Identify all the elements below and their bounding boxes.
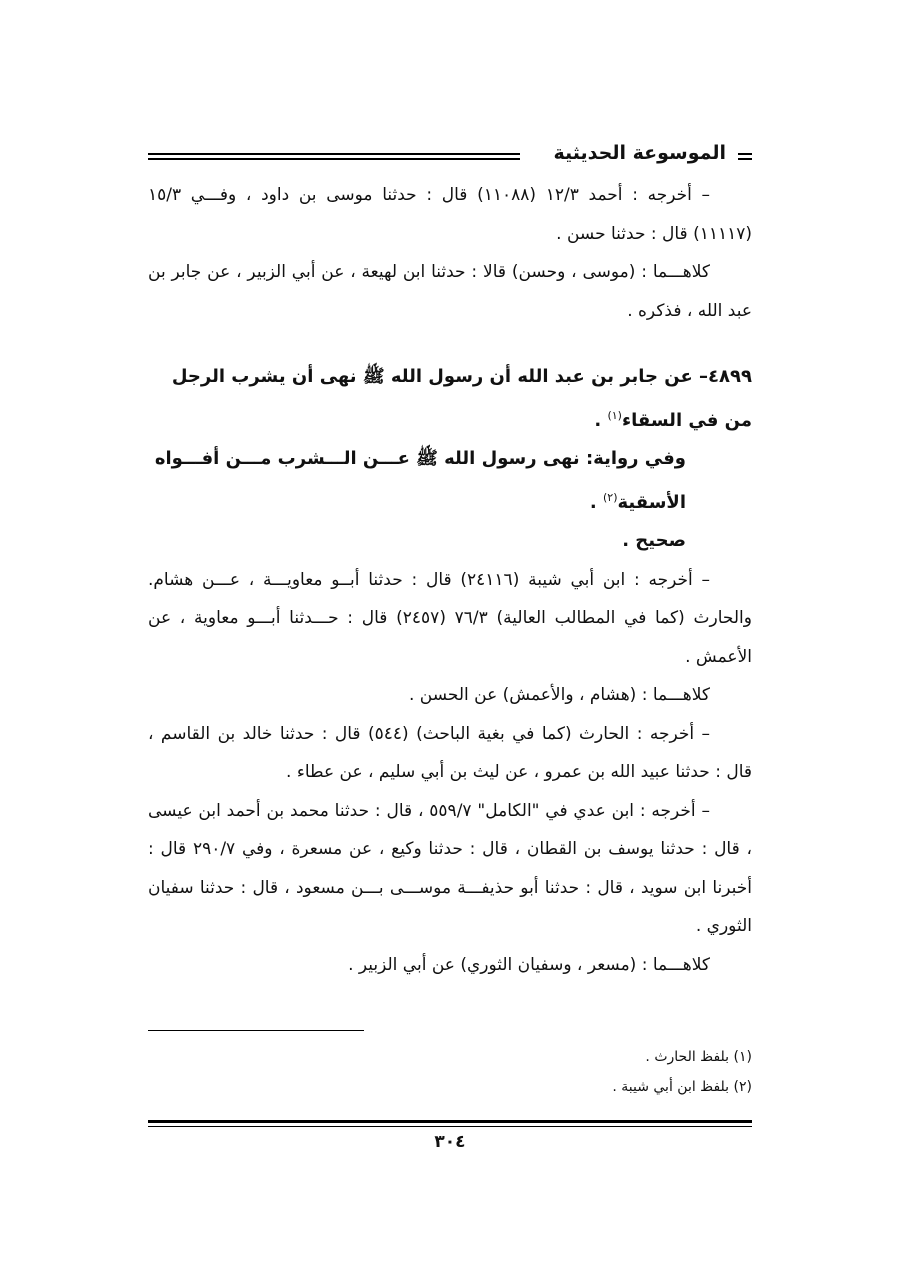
takhrij-paragraph-4: – أخرجه : ابن عدي في "الكامل" ٥٥٩/٧ ، قال : حدثنا محمد بن أحمد ابن عيسى ، قال : حدثنا يوسف بن القطان ، قال : حدثنا وكيع ، عن مسعرة ، وفي ٢٩٠/٧ قال : أخبرنا ابن سويد ، قال : حدثنا أبو حذيفـــة موســـى بـــن مسعود ، قال : حدثنا سفيان الثوري . [148, 800, 752, 936]
hadith-number: ٤٨٩٩– [699, 366, 752, 387]
hadith-text-1: عن جابر بن عبد الله أن رسول الله ﷺ نهى أن يشرب الرجل من في السقاء [171, 366, 752, 431]
intro-paragraph-1: – أخرجه : أحمد ١٢/٣ (١١٠٨٨) قال : حدثنا موسى بن داود ، وفـــي ١٥/٣ (١١١١٧) قال : حدثنا حسن . [148, 185, 752, 244]
page-number: ٣٠٤ [434, 1132, 466, 1152]
takhrij-paragraph-3: – أخرجه : الحارث (كما في بغية الباحث) (٥٤٤) قال : حدثنا خالد بن القاسم ، قال : حدثنا عبيد الله بن عمرو ، عن ليث بن أبي سليم ، عن عطاء . [148, 723, 752, 782]
footnote-mark-2: (٢) [602, 490, 618, 504]
hadith-text-2: وفي رواية: نهى رسول الله ﷺ عـــن الـــشرب مـــن أفـــواه الأسقية [154, 448, 686, 513]
footer-rule [148, 1120, 752, 1127]
hadith-grade: صحيح . [622, 530, 686, 551]
takhrij-paragraph-2: كلاهـــما : (هشام ، والأعمش) عن الحسن . [408, 685, 710, 705]
footnote-separator [148, 1030, 364, 1031]
hadith-block [148, 358, 752, 522]
footnote-1: (١) بلفظ الحارث . [645, 1049, 752, 1065]
takhrij-paragraph-5: كلاهـــما : (مسعر ، وسفيان الثوري) عن أبي الزبير . [348, 954, 710, 975]
running-header [148, 140, 752, 176]
hadith-variant [148, 440, 752, 522]
header-title: الموسوعة الحديثية [548, 142, 733, 164]
header-rule-right [738, 153, 752, 160]
hadith-end-2: . [589, 491, 603, 513]
intro-paragraph-2: كلاهـــما : (موسى ، وحسن) قالا : حدثنا ابن لهيعة ، عن أبي الزبير ، عن جابر بن عبد الله ، فذكره . [148, 262, 752, 321]
footnote-mark-1: (١) [607, 408, 622, 422]
page-body [148, 140, 752, 984]
header-rule-left [148, 153, 520, 160]
footnote-2: (٢) بلفظ ابن أبي شيبة . [612, 1079, 752, 1095]
footnotes [148, 1042, 752, 1102]
hadith-text [148, 358, 752, 440]
hadith-end-1: . [594, 409, 608, 431]
takhrij-paragraph-1: – أخرجه : ابن أبي شيبة (٢٤١١٦) قال : حدثنا أبــو معاويـــة ، عـــن هشام. والحارث (كما في المطالب العالية) ٧٦/٣ (٢٤٥٧) قال : حـــدثنا أبـــو معاوية ، عن الأعمش . [148, 569, 752, 667]
